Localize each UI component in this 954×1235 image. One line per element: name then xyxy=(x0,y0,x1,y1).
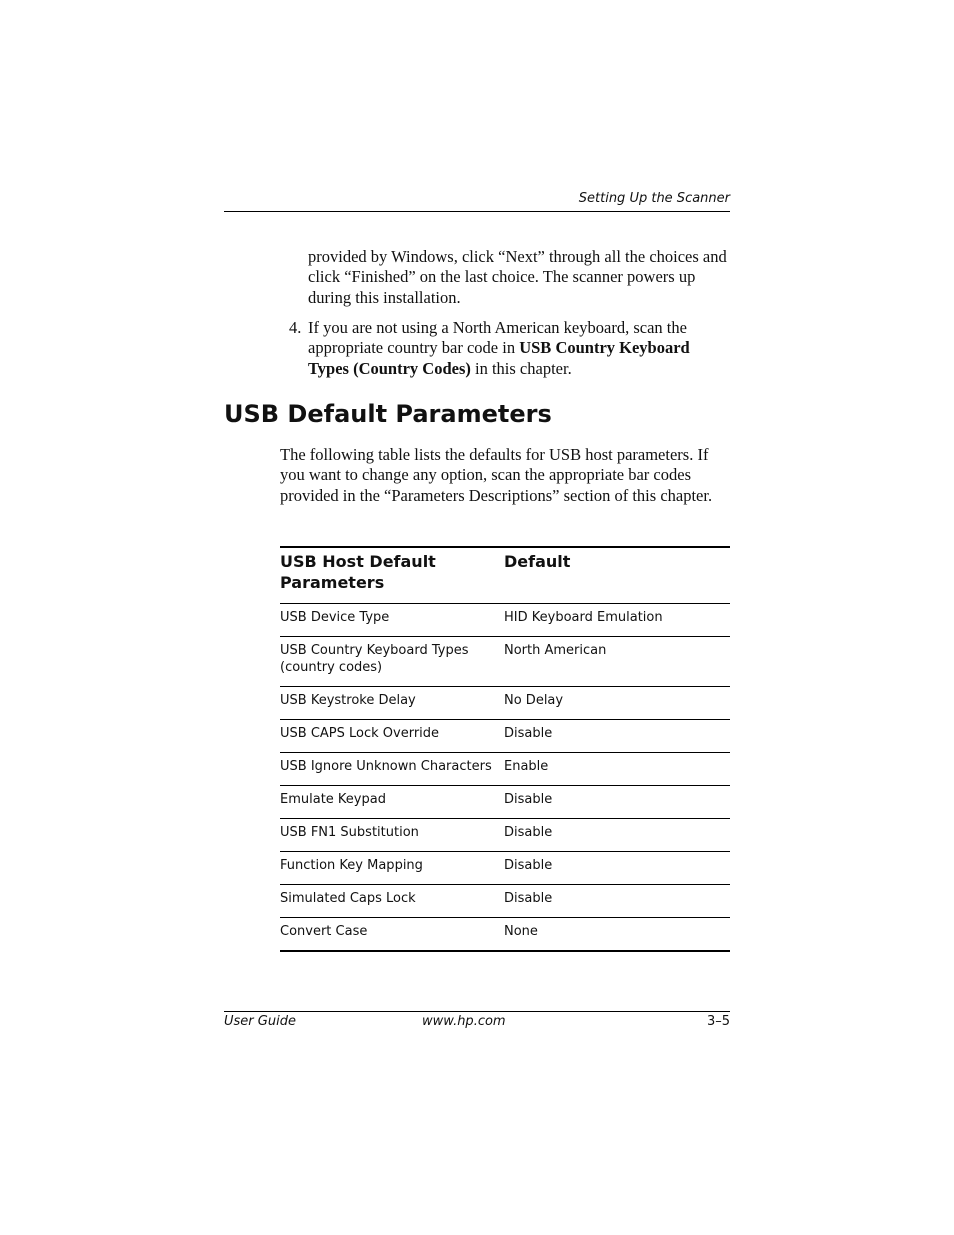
parameter-cell: USB FN1 Substitution xyxy=(280,819,504,852)
defaults-table-wrapper xyxy=(280,546,730,952)
table-body xyxy=(280,604,730,952)
footer xyxy=(224,1014,730,1032)
parameter-cell: USB Keystroke Delay xyxy=(280,687,504,720)
table-header-row xyxy=(280,547,730,604)
step-number: 4. xyxy=(289,318,302,337)
default-value-cell: Disable xyxy=(504,852,730,885)
step-4 xyxy=(289,318,739,379)
default-value-cell: Disable xyxy=(504,786,730,819)
parameter-cell: USB Country Keyboard Types (country codes) xyxy=(280,637,504,687)
footer-page-number: 3–5 xyxy=(706,1014,730,1029)
table-row xyxy=(280,637,730,687)
parameter-cell: USB Ignore Unknown Characters xyxy=(280,753,504,786)
parameter-cell: Function Key Mapping xyxy=(280,852,504,885)
continuation-paragraph: provided by Windows, click “Next” through all the choices and click “Finished” on the last choice. The scanner powers up during this installation. xyxy=(308,247,727,307)
default-value-cell: Disable xyxy=(504,885,730,918)
table-row xyxy=(280,753,730,786)
default-value-cell: HID Keyboard Emulation xyxy=(504,604,730,637)
parameter-cell: Simulated Caps Lock xyxy=(280,885,504,918)
default-value-cell: None xyxy=(504,918,730,952)
intro-paragraph: The following table lists the defaults for USB host parameters. If you want to change any option, scan the appropriate bar codes provided in the “Parameters Descriptions” section of this chapter. xyxy=(280,445,713,505)
table-row xyxy=(280,720,730,753)
default-value-cell: Disable xyxy=(504,720,730,753)
table-row xyxy=(280,852,730,885)
cross-reference: USB Country Keyboard Types (Country Codes) xyxy=(308,338,690,378)
table-row xyxy=(280,918,730,952)
default-value-cell: North American xyxy=(504,637,730,687)
parameter-cell: Convert Case xyxy=(280,918,504,952)
table-row xyxy=(280,885,730,918)
table-row xyxy=(280,604,730,637)
default-value-cell: Enable xyxy=(504,753,730,786)
footer-rule xyxy=(224,1011,730,1012)
table-row xyxy=(280,786,730,819)
usb-defaults-table xyxy=(280,546,730,952)
table-row xyxy=(280,687,730,720)
parameter-cell: Emulate Keypad xyxy=(280,786,504,819)
step-text: If you are not using a North American keyboard, scan the appropriate country bar code in USB Country Keyboard Types (Country Codes) in this chapter. xyxy=(308,318,690,378)
column-header-default: Default xyxy=(504,547,730,604)
column-header-parameter: USB Host Default Parameters xyxy=(280,547,504,604)
table-row xyxy=(280,819,730,852)
footer-doc-title: User Guide xyxy=(224,1014,296,1029)
parameter-cell: USB Device Type xyxy=(280,604,504,637)
footer-url: www.hp.com xyxy=(422,1014,506,1029)
header-rule xyxy=(224,211,730,212)
default-value-cell: No Delay xyxy=(504,687,730,720)
parameter-cell: USB CAPS Lock Override xyxy=(280,720,504,753)
default-value-cell: Disable xyxy=(504,819,730,852)
section-heading: USB Default Parameters xyxy=(224,400,552,428)
running-header: Setting Up the Scanner xyxy=(578,191,730,206)
